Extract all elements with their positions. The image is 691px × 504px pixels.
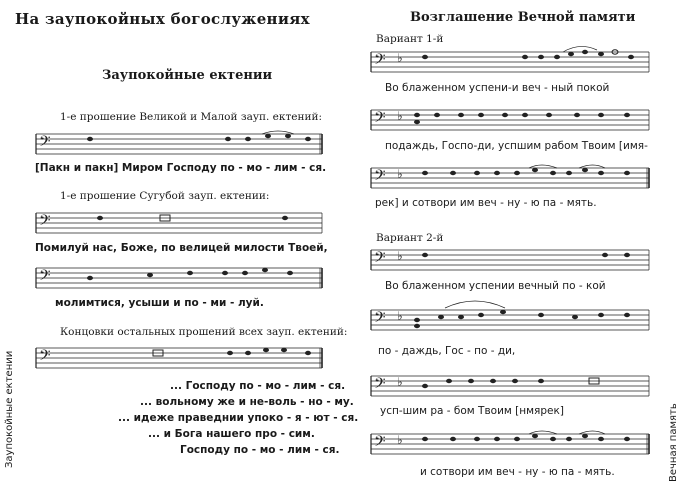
v2-staff-1 [365, 244, 655, 284]
svg-text:♭: ♭ [397, 109, 403, 123]
item3-label: Концовки остальных прошений всех зауп. ектений: [60, 326, 348, 338]
svg-text:♭: ♭ [397, 249, 403, 263]
v1-lyrics-1: Во блаженном успени-и веч - ный покой [385, 82, 610, 94]
svg-text:𝄢: 𝄢 [374, 51, 386, 72]
svg-text:𝄢: 𝄢 [374, 309, 386, 330]
right-title: Возглашение Вечной памяти [410, 10, 636, 25]
section-heading: Заупокойные ектении [102, 68, 273, 83]
item2-lyrics-2: молимтися, усыши и по - ми - луй. [55, 297, 264, 309]
variant1-label: Вариант 1-й [376, 33, 444, 45]
v2-lyrics-2: по - даждь, Гос - по - ди, [378, 345, 516, 357]
page-title: На заупокойных богослужениях [15, 10, 310, 28]
staff-2 [30, 207, 330, 247]
v2-lyrics-4: и сотвори им веч - ну - ю па - мять. [420, 466, 615, 478]
item3-line-1: ... Господу по - мо - лим - ся. [170, 380, 346, 392]
variant2-label: Вариант 2-й [376, 232, 444, 244]
item1-lyrics: [Пакн и пакн] Миром Господу по - мо - лим - ся. [35, 162, 327, 174]
item2-lyrics-1: Помилуй нас, Боже, по велицей милости Твоей, [35, 242, 328, 254]
svg-text:𝄢: 𝄢 [39, 347, 51, 368]
svg-text:𝄢: 𝄢 [39, 267, 51, 288]
item3-line-2: ... вольному же и не-воль - но - му. [140, 396, 354, 408]
side-caption-left: Заупокойные ектении [4, 350, 15, 468]
v1-lyrics-3: рек] и сотвори им веч - ну - ю па - мять. [375, 197, 597, 209]
v1-staff-1 [365, 46, 655, 86]
svg-text:♭: ♭ [397, 433, 403, 447]
item3-line-4: ... и Бога нашего про - сим. [148, 428, 315, 440]
v1-staff-2 [365, 104, 655, 144]
svg-text:♭: ♭ [397, 167, 403, 181]
v1-staff-3 [365, 162, 655, 202]
svg-text:𝄢: 𝄢 [374, 375, 386, 396]
svg-text:♭: ♭ [397, 51, 403, 65]
svg-text:𝄢: 𝄢 [374, 109, 386, 130]
svg-text:𝄢: 𝄢 [39, 212, 51, 233]
staff-4 [30, 342, 330, 382]
item3-line-5: Господу по - мо - лим - ся. [180, 444, 340, 456]
svg-text:𝄢: 𝄢 [39, 133, 51, 154]
v1-lyrics-2: подаждь, Госпо-ди, успшим рабом Твоим [имя- [385, 140, 648, 152]
item2-label: 1-е прошение Сугубой зауп. ектении: [60, 190, 270, 202]
svg-text:𝄢: 𝄢 [374, 167, 386, 188]
staff-3 [30, 262, 330, 302]
v2-staff-2 [365, 304, 655, 344]
item3-line-3: ... идеже праведнии упоко - я - ют - ся. [118, 412, 359, 424]
svg-text:♭: ♭ [397, 309, 403, 323]
v2-lyrics-1: Во блаженном успении вечный по - кой [385, 280, 606, 292]
v2-staff-4 [365, 428, 655, 468]
v2-staff-3 [365, 370, 655, 410]
svg-text:𝄢: 𝄢 [374, 433, 386, 454]
side-caption-right: Вечная память [668, 403, 679, 482]
svg-text:𝄢: 𝄢 [374, 249, 386, 270]
svg-text:♭: ♭ [397, 375, 403, 389]
item1-label: 1-е прошение Великой и Малой зауп. ектений: [60, 111, 323, 123]
v2-lyrics-3: усп-шим ра - бом Твоим [нмярек] [380, 405, 564, 417]
